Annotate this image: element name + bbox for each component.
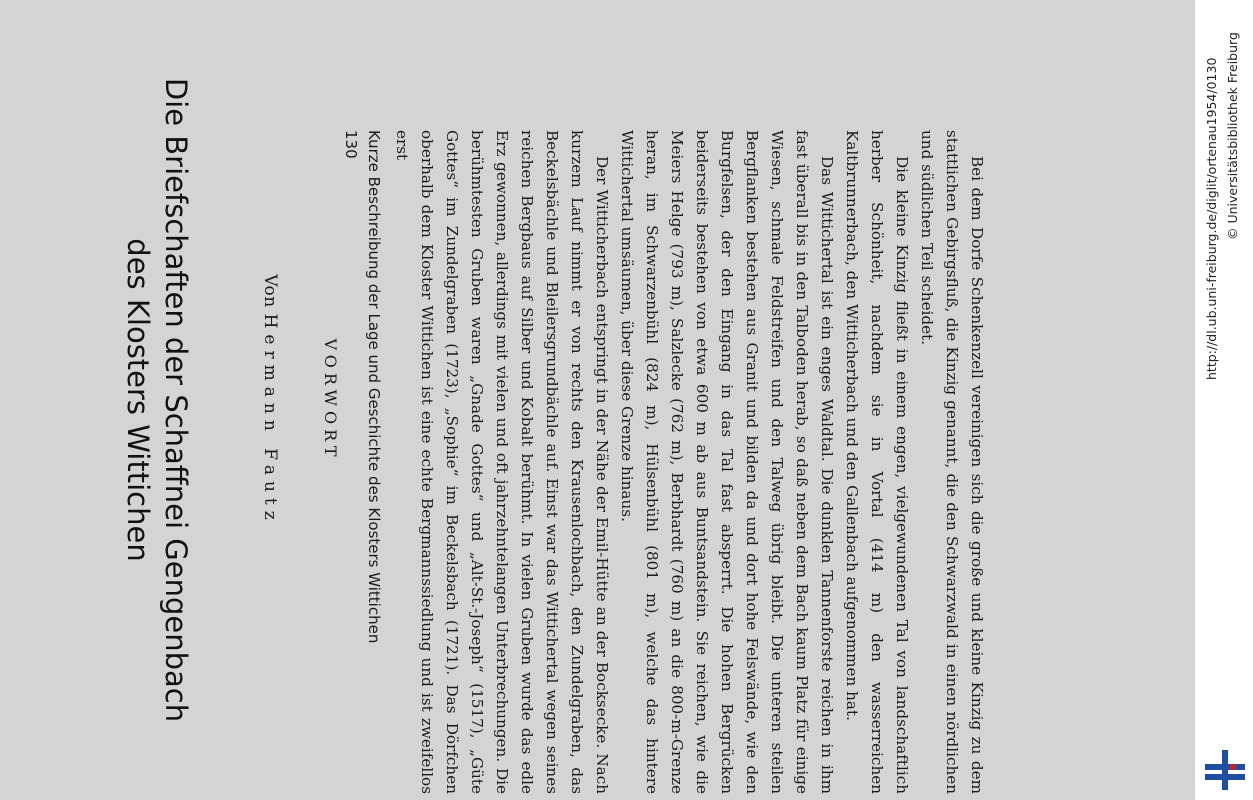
author-prefix: Von <box>260 274 280 308</box>
paragraph: Bei dem Dorfe Schenkenzell vereinigen sich die große und kleine Kinzig zu dem stattlichen Gebirgsfluß, die Kinzig genannt, die den Schwarzwald in einen nördlichen und südlichen Teil scheidet. <box>918 130 986 794</box>
document-title <box>119 0 195 800</box>
title-line-2: des Klosters Wittichen <box>121 238 155 562</box>
author-name: Hermann Fautz <box>260 313 280 526</box>
author-line <box>260 0 280 800</box>
title-line-1: Die Briefschaften der Schaffnei Gengenbach <box>159 77 193 723</box>
body-text <box>389 130 1119 794</box>
ub-freiburg-logo-icon <box>1203 748 1247 792</box>
logo-graphic <box>1203 748 1247 792</box>
copyright-notice: © Universitätsbibliothek Freiburg <box>1225 32 1240 240</box>
paragraph: Die kleine Kinzig fließt in einem engen, vielgewundenen Tal von landschaftlich herber Schönheit, nachdem sie in Vortal (414 m) den wasserreichen Kaltbrunnerbach, den Witticherbach und den Gallenbach aufgenommen hat. <box>843 130 911 794</box>
paragraph: Der Witticherbach entspringt in der Nähe der Emil-Hütte an der Bocksecke. Nach kurzem Lauf nimmt er von rechts den Krausenlochbach, den Zundelgraben, das Beckelsbächle und Bleilersgrundbächle auf. Einst war das Wittichertal wegen seines reichen Bergbaus auf Silber und Kobalt berühmt. In vielen Gruben wurde das edle Erz gewonnen, allerdings mit vielen und oft jahrzehntelangen Unterbrechungen. Die berühmtesten Gruben waren „Gnade Gottes“ und „Alt-St.-Joseph“ (1517), „Güte Gottes“ im Zundelgraben (1723), „Sophie“ im Beckelsbach (1721). Das Dörfchen oberhalb dem Kloster Wittichen ist eine echte Bergmannssiedlung und ist zweifellos erst <box>393 130 611 794</box>
page-number: 130 <box>342 130 360 159</box>
paragraph: Das Wittichertal ist ein enges Waldtal. Die dunklen Tannenforste reichen in ihm fast überall bis in den Talboden herab, so daß neben dem Bach kaum Platz für einige Wiesen, schmale Feldstreifen und den Talweg übrig bleibt. Die unteren steilen Bergflanken bestehen aus Granit und bilden da und dort hohe Felswände, wie den Burgfelsen, der den Eingang in das Tal fast absperrt. Die hohen Bergrücken beiderseits bestehen von etwa 600 m ab aus Buntsandstein. Sie reichen, wie die Meiers Helge (793 m), Salzlecke (762 m), Berbhardt (760 m) an die 800-m-Grenze heran, im Schwarzenbühl (824 m), Hülsenbühl (801 m), welche das hintere Wittichertal umsäumen, über diese Grenze hinaus. <box>618 130 836 794</box>
section-subtitle: Kurze Beschreibung der Lage und Geschichte des Klosters Wittichen <box>365 130 383 644</box>
citation-link[interactable]: http://dl.ub.uni-freiburg.de/diglit/ortenau1954/0130 <box>1204 57 1219 380</box>
section-heading: VORWORT <box>321 338 340 462</box>
